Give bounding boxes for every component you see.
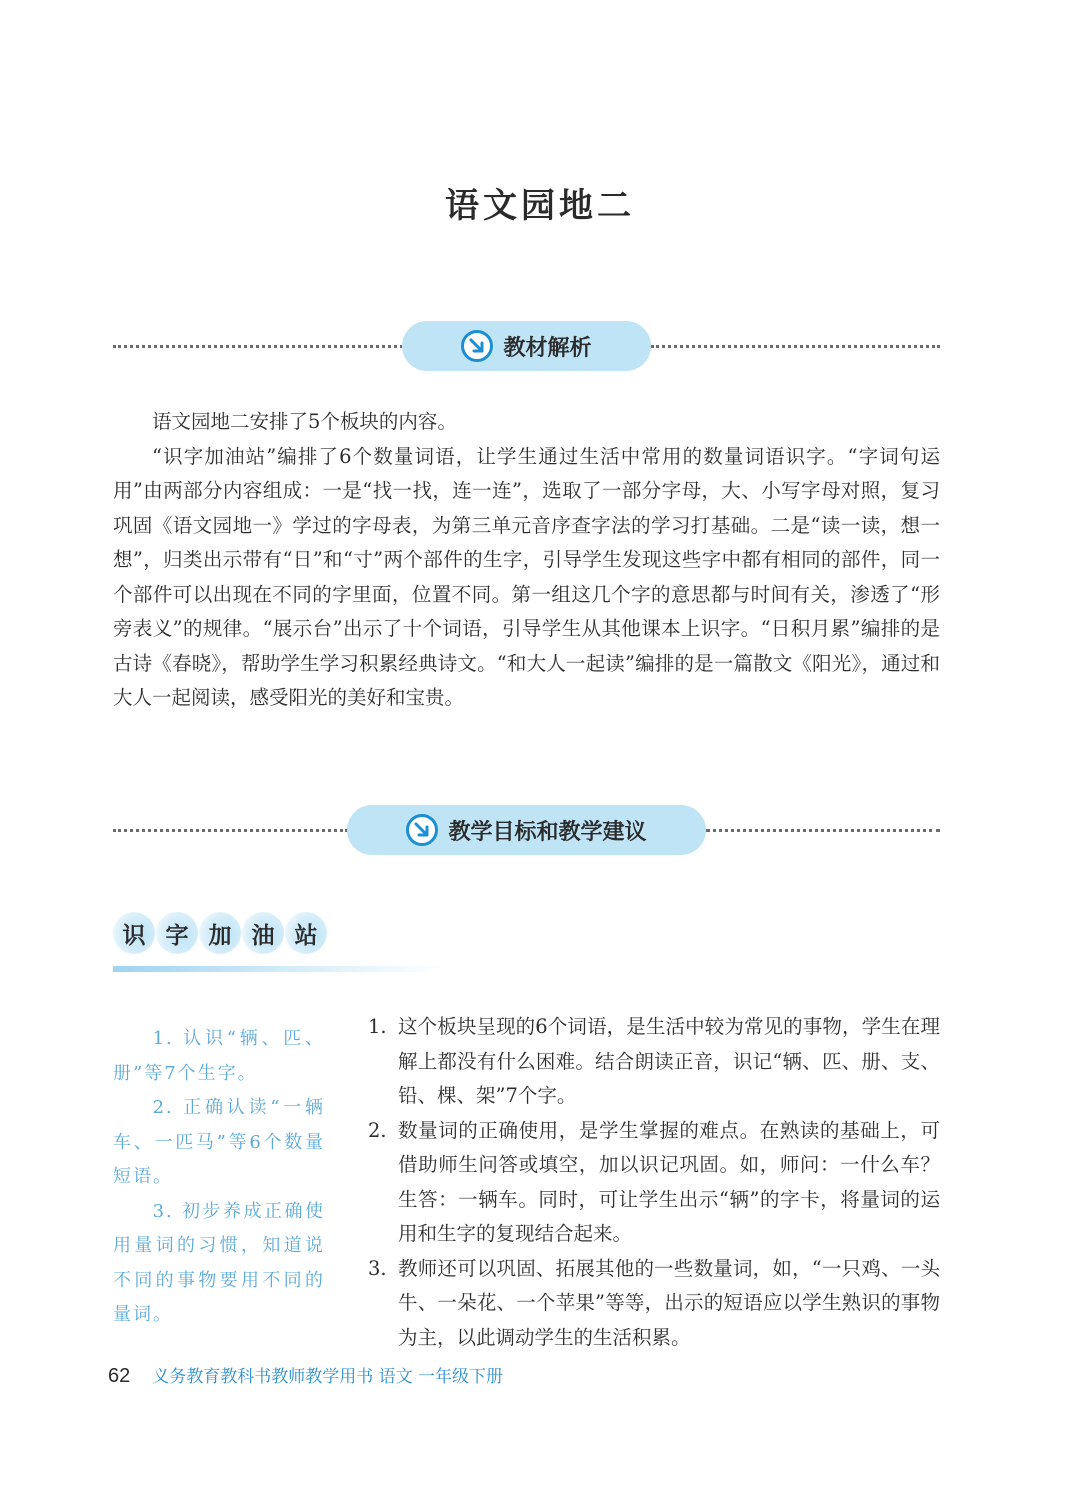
analysis-paragraph: “识字加油站”编排了6个数量词语，让学生通过生活中常用的数量词语识字。“字词句运用”由两部分内容组成：一是“找一找，连一连”，选取了一部分字母，大、小写字母对照，复习巩固《语文园地一》学过的字母表，为第三单元音序查字法的学习打基础。二是“读一读，想一想”，归类出示带有“日”和“寸”两个部件的生字，引导学生发现这些字中都有相同的部件，同一个部件可以出现在不同的字里面，位置不同。第一组这几个字的意思都与时间有关，渗透了“形旁表义”的规律。“展示台”出示了十个词语，引导学生从其他课本上识字。“日积月累”编排的是古诗《春晓》，帮助学生学习积累经典诗文。“和大人一起读”编排的是一篇散文《阳光》，通过和大人一起阅读，感受阳光的美好和宝贵。 xyxy=(113,444,940,709)
subheading-char: 站 xyxy=(285,912,327,954)
analysis-paragraph: 语文园地二安排了5个板块的内容。 xyxy=(152,410,457,433)
teaching-suggestions xyxy=(368,1010,940,1355)
section-heading-label: 教学目标和教学建议 xyxy=(448,819,647,845)
subheading-underline xyxy=(113,966,443,972)
divider xyxy=(113,345,403,348)
suggestion-number: 2. xyxy=(368,1118,387,1142)
arrow-down-right-icon xyxy=(461,330,493,362)
objective-item: 3. 初步养成正确使用量词的习惯，知道说不同的事物要用不同的量词。 xyxy=(113,1200,325,1325)
suggestion-text: 数量词的正确使用，是学生掌握的难点。在熟读的基础上，可借助师生问答或填空，加以识记巩固。如，师问：一什么车？生答：一辆车。同时，可让学生出示“辆”的字卡，将量词的运用和生字的复现结合起来。 xyxy=(398,1118,940,1245)
section-heading xyxy=(402,321,651,371)
arrow-down-right-icon xyxy=(406,814,438,846)
divider xyxy=(651,345,940,348)
section-heading xyxy=(347,805,706,855)
subheading-char: 加 xyxy=(199,912,241,954)
suggestion-item xyxy=(368,1252,940,1356)
subheading-char: 油 xyxy=(242,912,284,954)
divider xyxy=(113,829,348,832)
divider xyxy=(706,829,940,832)
suggestion-text: 教师还可以巩固、拓展其他的一些数量词，如，“一只鸡、一头牛、一朵花、一个苹果”等等，出示的短语应以学生熟识的事物为主，以此调动学生的生活积累。 xyxy=(398,1256,940,1349)
book-title: 义务教育教科书教师教学用书 语文 一年级下册 xyxy=(152,1367,504,1387)
page-number: 62 xyxy=(108,1365,131,1387)
subheading-char: 字 xyxy=(156,912,198,954)
suggestion-item xyxy=(368,1010,940,1114)
section-heading-label: 教材解析 xyxy=(503,335,592,361)
subheading-char: 识 xyxy=(113,912,155,954)
section-banner-analysis xyxy=(113,321,940,373)
suggestion-number: 3. xyxy=(368,1256,387,1280)
objective-item: 2. 正确认读“一辆车、一匹马”等6个数量短语。 xyxy=(113,1097,325,1187)
section-banner-goals xyxy=(113,805,940,857)
suggestion-text: 这个板块呈现的6个词语，是生活中较为常见的事物，学生在理解上都没有什么困难。结合朗读正音，识记“辆、匹、册、支、铅、棵、架”7个字。 xyxy=(398,1015,940,1107)
teaching-objectives xyxy=(113,1022,325,1333)
subheading-literacy-station xyxy=(113,912,443,974)
page-title: 语文园地二 xyxy=(445,186,635,226)
analysis-text xyxy=(113,405,940,716)
suggestion-number: 1. xyxy=(368,1015,387,1038)
objective-item: 1. 认识“辆、匹、册”等7个生字。 xyxy=(113,1028,325,1084)
page-footer xyxy=(108,1362,503,1388)
suggestion-item xyxy=(368,1114,940,1252)
